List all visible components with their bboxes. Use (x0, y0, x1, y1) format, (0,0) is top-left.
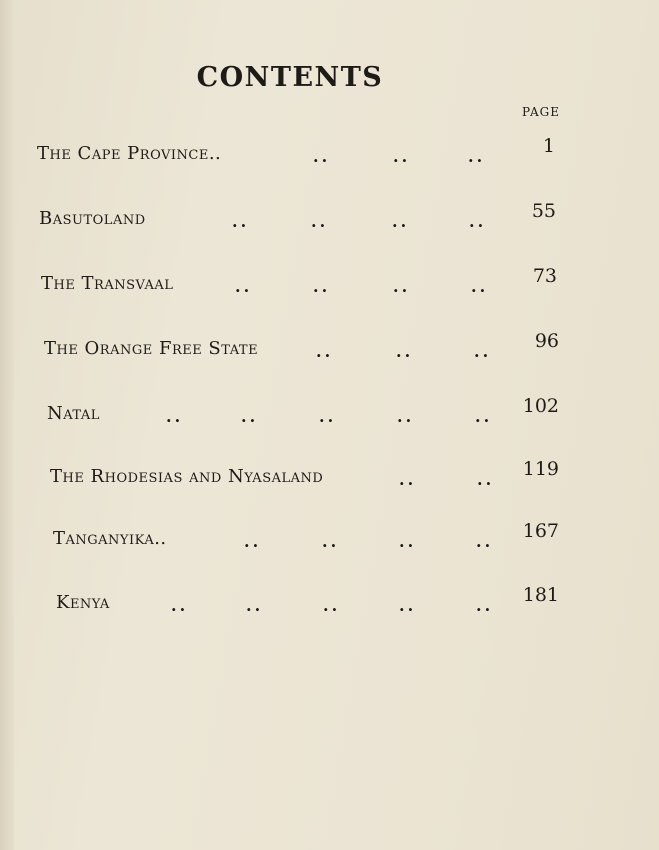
dot-leader: .. (246, 596, 264, 615)
dot-leader: .. (476, 596, 494, 615)
dot-leader: .. (322, 532, 340, 551)
dot-leader: .. (477, 470, 495, 489)
toc-entry-title: Tanganyika.. (53, 528, 167, 549)
dot-leader: .. (316, 342, 334, 361)
toc-entry-page: 102 (522, 395, 559, 417)
toc-entry-page: 73 (532, 265, 557, 287)
dot-leader: .. (471, 277, 489, 296)
toc-entry-title: The Transvaal (41, 273, 174, 294)
dot-leader: .. (396, 342, 414, 361)
contents-heading: CONTENTS (196, 62, 384, 93)
dot-leader: .. (393, 277, 411, 296)
dot-leader: .. (469, 212, 487, 231)
dot-leader: .. (476, 532, 494, 551)
toc-entry-title: The Cape Province.. (37, 143, 222, 164)
toc-entry-page: 96 (534, 330, 559, 352)
page-column-label: PAGE (522, 105, 560, 119)
dot-leader: .. (244, 532, 262, 551)
dot-leader: .. (323, 596, 341, 615)
dot-leader: .. (232, 212, 250, 231)
toc-entry-page: 119 (522, 458, 559, 480)
dot-leader: .. (468, 147, 486, 166)
dot-leader: .. (319, 407, 337, 426)
dot-leader: .. (397, 407, 415, 426)
dot-leader: .. (393, 147, 411, 166)
toc-entry-page: 167 (522, 520, 559, 542)
dot-leader: .. (241, 407, 259, 426)
dot-leader: .. (235, 277, 253, 296)
dot-leader: .. (311, 212, 329, 231)
toc-entry-title: Natal (47, 403, 100, 424)
toc-entry-page: 181 (522, 584, 559, 606)
dot-leader: .. (475, 407, 493, 426)
dot-leader: .. (399, 532, 417, 551)
dot-leader: .. (166, 407, 184, 426)
dot-leader: .. (399, 470, 417, 489)
dot-leader: .. (313, 277, 331, 296)
toc-entry-title: Basutoland (39, 208, 146, 229)
dot-leader: .. (171, 596, 189, 615)
toc-entry-page: 1 (542, 135, 555, 157)
page-gutter (0, 0, 14, 850)
dot-leader: .. (313, 147, 331, 166)
toc-entry-title: The Orange Free State (44, 338, 259, 359)
toc-entry-title: Kenya (56, 592, 110, 613)
toc-entry-page: 55 (531, 200, 556, 222)
dot-leader: .. (474, 342, 492, 361)
dot-leader: .. (399, 596, 417, 615)
toc-entry-title: The Rhodesias and Nyasaland (50, 466, 324, 487)
dot-leader: .. (392, 212, 410, 231)
